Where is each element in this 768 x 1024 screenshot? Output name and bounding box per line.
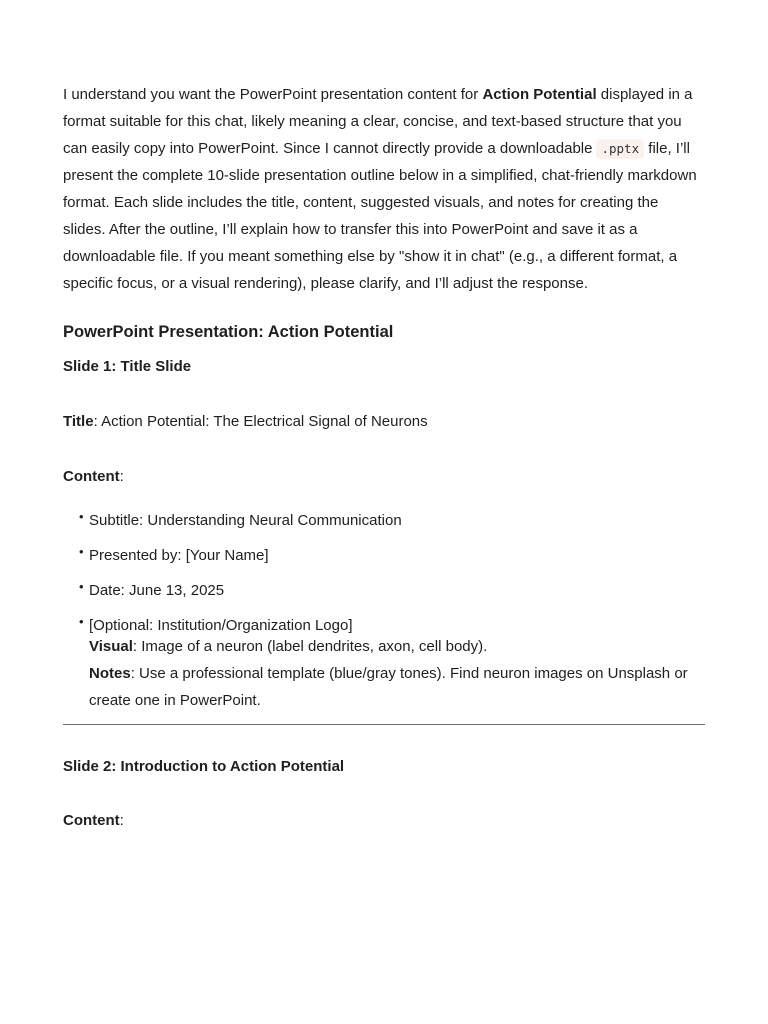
list-item-text: Subtitle: Understanding Neural Communication (89, 512, 402, 529)
bullet-icon: • (79, 614, 84, 629)
slide1-heading: Slide 1: Title Slide (63, 358, 192, 375)
slide1-title-label: Title (63, 413, 94, 430)
intro-bold-topic: Action Potential (482, 86, 597, 103)
list-item-text: Presented by: [Your Name] (89, 547, 269, 564)
slide1-content-label-line (63, 466, 705, 488)
list-item (79, 579, 705, 602)
intro-text-2: displayed in a format suitable for this chat, likely meaning a clear, concise, and text-based structure that you can easily copy into PowerPoint. Since I cannot directly provide a downloadable (63, 86, 693, 157)
intro-text-1: I understand you want the PowerPoint presentation content for (63, 86, 483, 103)
slide1-content-colon: : (119, 468, 124, 485)
slide1-title-value: : Action Potential: The Electrical Signal of Neurons (93, 413, 428, 430)
bullet-icon: • (79, 579, 84, 594)
intro-text-3: file, I’ll present the complete 10-slide presentation outline below in a simplified, chat-friendly markdown format. Each slide includes the title, content, suggested visuals, and notes for creating the slides. After the outline, I’ll explain how to transfer this into PowerPoint and save it as a downloadable file. If you meant something else by "show it in chat" (e.g., a different format, a specific focus, or a visual rendering), please clarify, and I’ll adjust the response. (63, 140, 697, 292)
presentation-heading: PowerPoint Presentation: Action Potential (63, 323, 394, 341)
inline-code-pptx: .pptx (596, 139, 644, 159)
intro-paragraph (63, 81, 705, 297)
slide2-content-label-line (63, 810, 705, 832)
slide1-visual-value: : Image of a neuron (label dendrites, axon, cell body). (132, 638, 488, 655)
bullet-icon: • (79, 509, 84, 524)
section-divider (63, 724, 705, 725)
slide1-title-line (63, 411, 705, 433)
list-item (79, 509, 705, 532)
slide1-visual-notes (63, 633, 705, 714)
slide1-content-list (63, 510, 705, 637)
list-item-text: Date: June 13, 2025 (89, 582, 225, 599)
slide2-content-label: Content (63, 812, 120, 829)
slide2-heading: Slide 2: Introduction to Action Potential (63, 758, 345, 775)
slide1-visual-label: Visual (89, 638, 133, 655)
slide1-notes-value: : Use a professional template (blue/gray tones). Find neuron images on Unsplash or create one in PowerPoint. (89, 665, 688, 709)
list-item-text: [Optional: Institution/Organization Logo] (89, 617, 353, 634)
bullet-icon: • (79, 544, 84, 559)
slide2-content-colon: : (119, 812, 124, 829)
slide1-notes-label: Notes (89, 665, 131, 682)
list-item (79, 544, 705, 567)
list-item (79, 614, 705, 637)
slide1-content-label: Content (63, 468, 120, 485)
